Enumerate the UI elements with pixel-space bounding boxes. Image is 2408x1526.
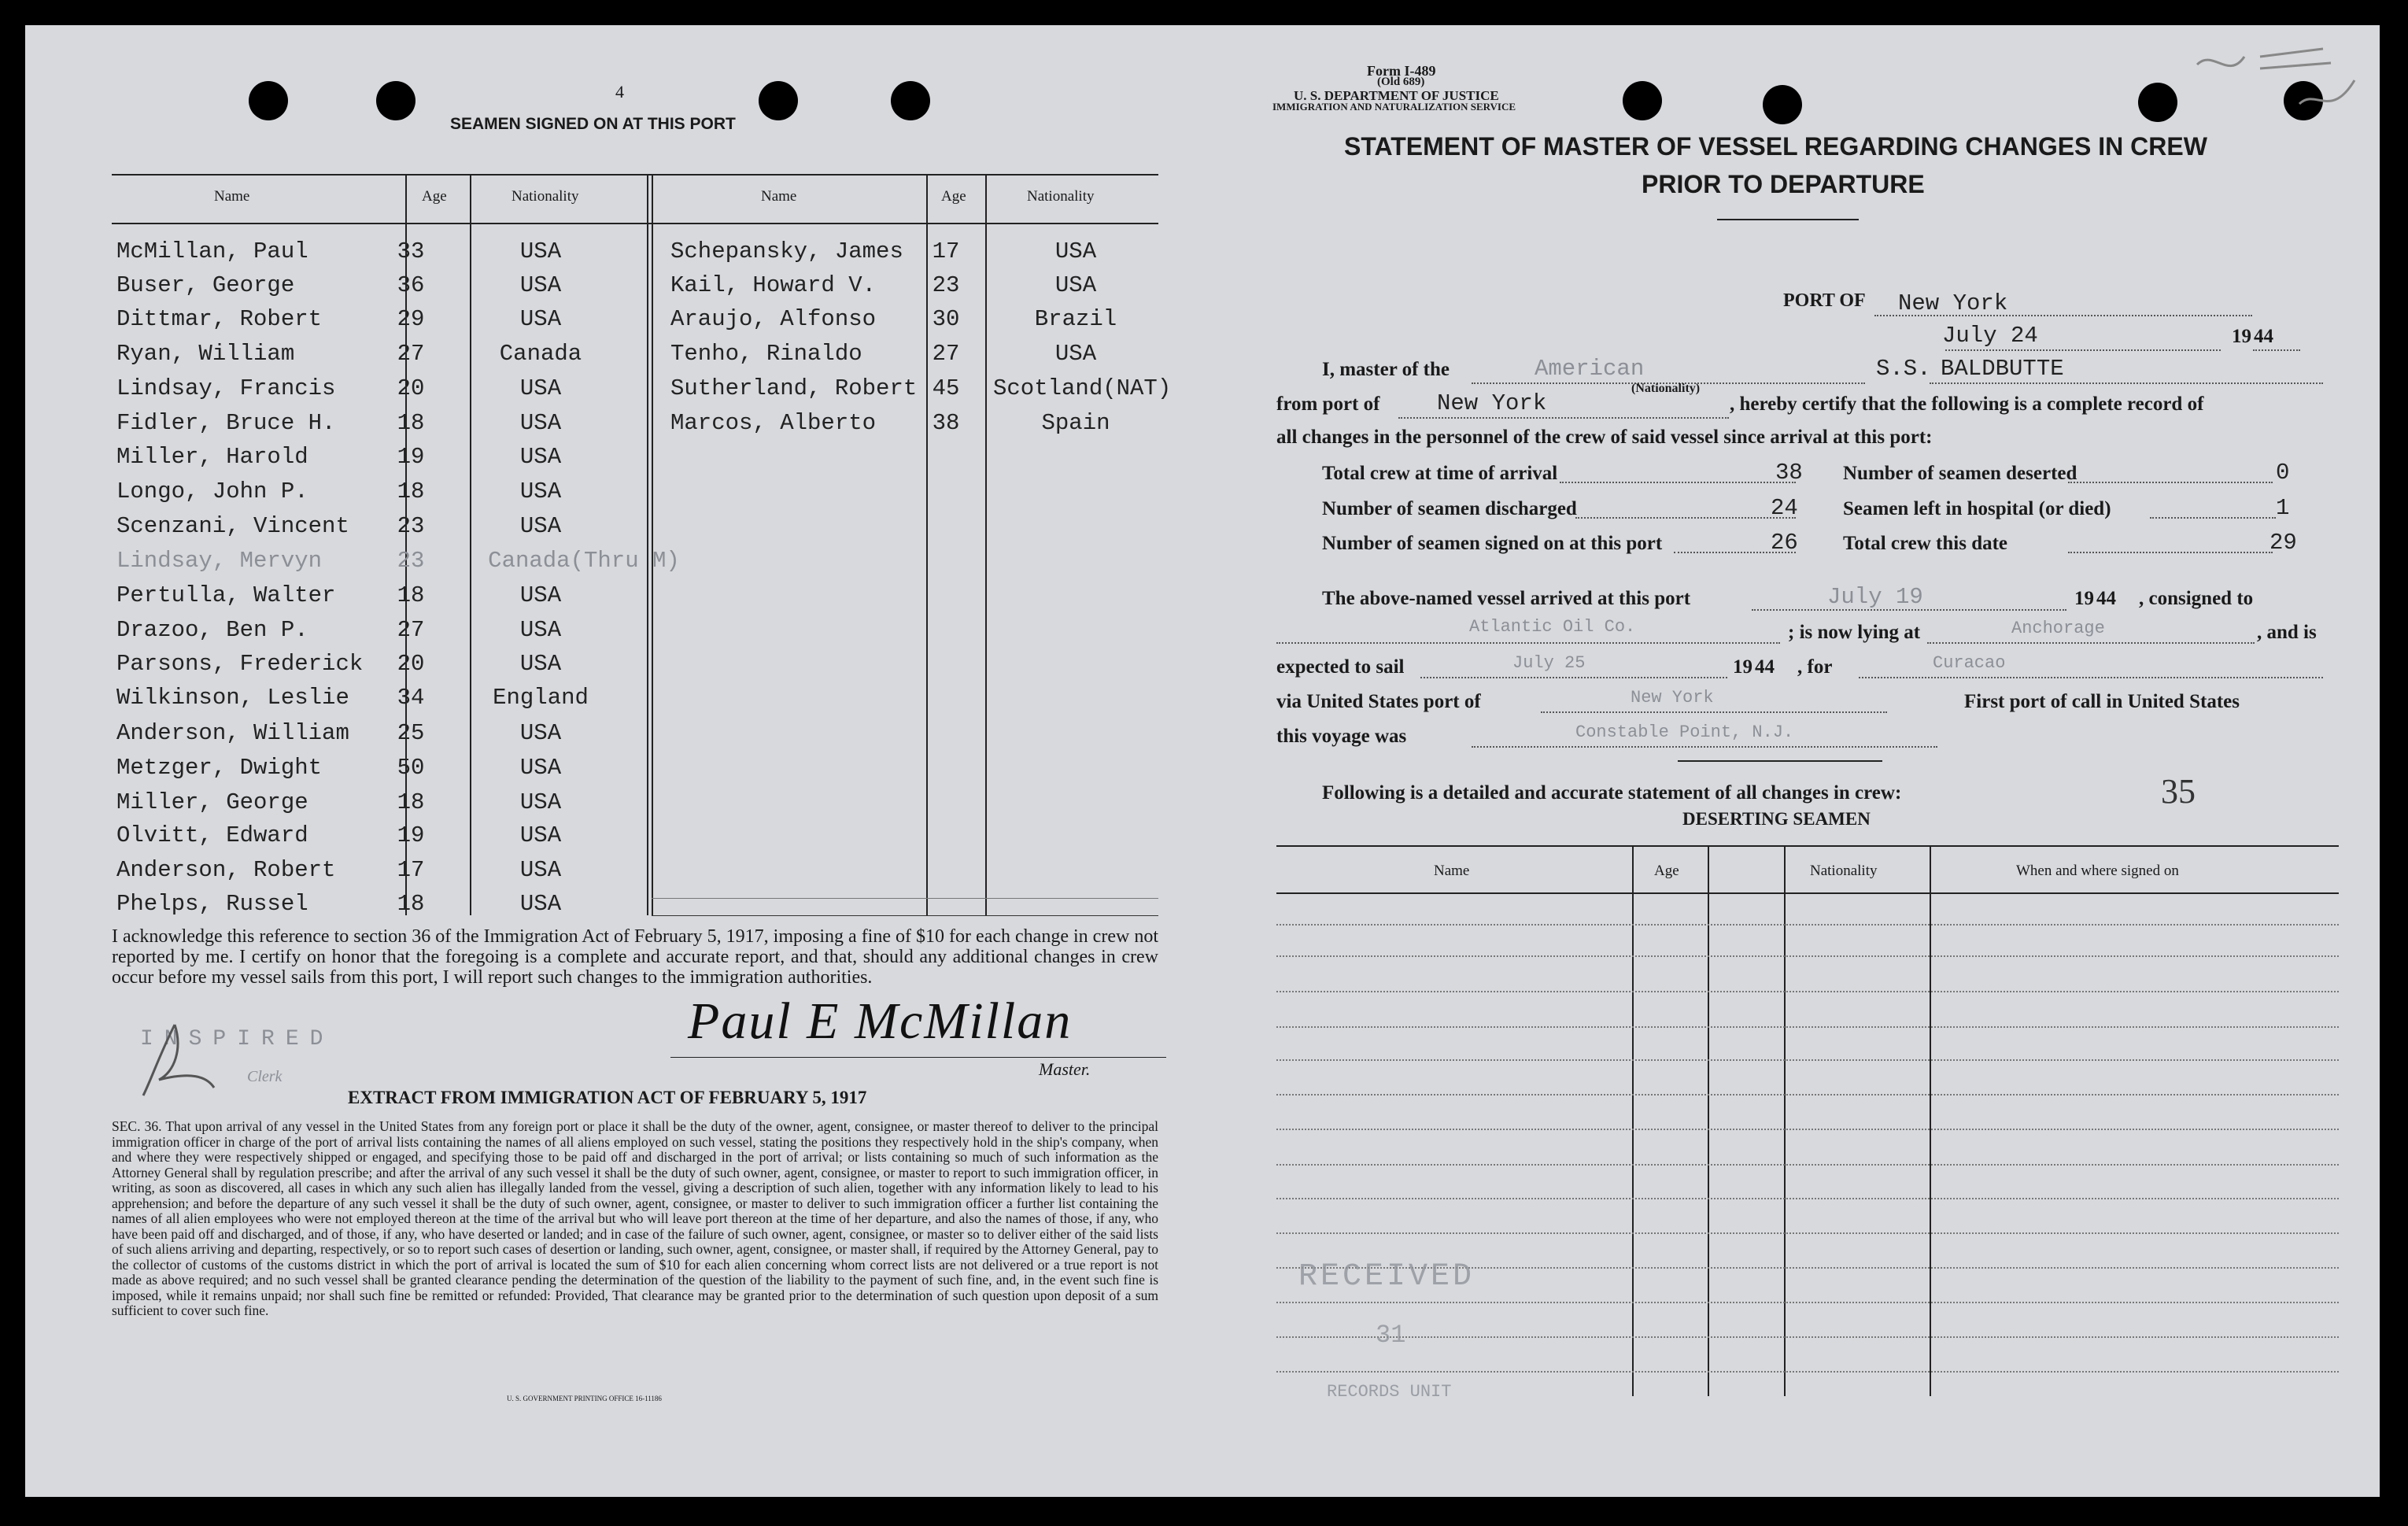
initials-mark: [127, 1017, 222, 1103]
certify-text-2: all changes in the personnel of the crew of said vessel since arrival at this port:: [1276, 427, 1933, 448]
year-value: 44: [2254, 326, 2273, 347]
total-crew-date-label: Total crew this date: [1843, 533, 2008, 554]
deserting-col-signed-on: When and where signed on: [2016, 863, 2179, 879]
seaman-nationality: Canada: [499, 341, 582, 367]
deserting-row: [1276, 1129, 2339, 1130]
destination-value: Curacao: [1933, 653, 2006, 673]
master-of-label: I, master of the: [1322, 359, 1450, 380]
seaman-age: 27: [397, 341, 425, 367]
form-old-number: (Old 689): [1377, 76, 1425, 88]
table-row: [112, 272, 1158, 307]
extract-title: EXTRACT FROM IMMIGRATION ACT OF FEBRUARY 5, 1917: [348, 1088, 867, 1107]
punch-hole: [376, 81, 415, 120]
clerk-label: Clerk: [247, 1068, 283, 1085]
table-row: [112, 891, 1158, 926]
sail-year-prefix: 19: [1733, 656, 1752, 678]
seaman-nationality: USA: [519, 375, 562, 401]
seaman-age: 23: [397, 548, 425, 574]
seaman-nationality: USA: [519, 272, 562, 298]
seaman-nationality: USA: [519, 410, 562, 436]
seaman-nationality: USA: [519, 444, 562, 470]
extract-text: SEC. 36. That upon arrival of any vessel in the United States from any foreign port or place it shall be the duty of the owner, agent, consignee, or master thereof to deliver to the principal immigration officer in charge of the port of arrival lists containing the names of all aliens employed on such vessel, stating the positions they respectively hold in the ship's company, when and where they were respectively shipped or engaged, and specifying those to be paid off and discharged in the port of arrival; or lists containing so much of such information as the Attorney General shall by regulation prescribe; and after the arrival of any such vessel it shall be the duty of such owner, agent, consignee, or master to report to such immigration officer, in writing, as soon as discovered, all cases in which any such alien has illegally landed from the vessel, giving a description of such alien, together with any information likely to lead to his apprehension; and before the departure of any such vessel it shall be the duty of such owner, agent, consignee, or master to deliver to such immigration officer a further list containing the names of all alien employees who were not employed thereon at the time of the arrival but who will leave port thereon at the time of her departure, and also the names of those, if any, who have been paid off and discharged, and of those, if any, who have deserted or landed; and in case of the failure of such owner, agent, consignee, or master so to deliver either of the said lists of such aliens arriving and departing, respectively, or so to report such cases of desertion or landing, such owner, agent, consignee, or master shall, if required by the Attorney General, pay to the collector of customs of the customs district in which the port of arrival is located the sum of $10 for each alien concerning whom correct lists are not delivered or a true report is not made as above required; and no such vessel shall be granted clearance pending the determination of the question of the liability to the payment of such fine, and, in the event such fine is imposed, while it remains unpaid; nor shall such fine be remitted or refunded: Provided, That clearance may be granted prior to the determination of such question upon deposit of a sum sufficient to cover such fine.: [112, 1118, 1158, 1318]
seaman-age: 29: [397, 306, 425, 332]
seaman-age: 27: [397, 617, 425, 643]
seaman-age: 19: [397, 822, 425, 848]
department-name: U. S. DEPARTMENT OF JUSTICE: [1294, 88, 1499, 103]
inspired-stamp: INSPIRED: [140, 1027, 334, 1051]
col-header-age: Age: [422, 188, 447, 205]
seaman-name: Anderson, William: [116, 720, 349, 746]
seaman-age: 18: [397, 891, 425, 917]
consignee-value: Atlantic Oil Co.: [1469, 617, 1636, 637]
deserting-row: [1276, 924, 2339, 926]
seaman-nationality: USA: [519, 755, 562, 781]
port-label: PORT OF: [1783, 290, 1866, 311]
seaman-age: 19: [397, 444, 425, 470]
section-title: SEAMEN SIGNED ON AT THIS PORT: [450, 115, 736, 133]
table-row: [112, 755, 1158, 789]
col-header-nationality: Nationality: [512, 188, 579, 205]
deserting-row: [1276, 1059, 2339, 1061]
table-row: [112, 306, 1158, 341]
deserting-row: [1276, 1232, 2339, 1234]
and-is-label: , and is: [2257, 622, 2317, 643]
seaman-age: 34: [397, 685, 425, 711]
deserted-value: 0: [2276, 460, 2290, 486]
seaman-age: 18: [397, 410, 425, 436]
total-crew-arrival-label: Total crew at time of arrival: [1322, 463, 1558, 484]
table-row: [112, 513, 1158, 548]
via-value: New York: [1631, 688, 1714, 708]
arrived-value: July 19: [1827, 584, 1923, 610]
table-row: [112, 341, 1158, 375]
seaman-age: 20: [397, 375, 425, 401]
from-port-value: New York: [1437, 390, 1547, 416]
service-name: IMMIGRATION AND NATURALIZATION SERVICE: [1272, 101, 1516, 113]
seaman-age: 23: [397, 513, 425, 539]
handwritten-number: 35: [2161, 772, 2196, 811]
seaman-age: 36: [397, 272, 425, 298]
nationality-caption: (Nationality): [1631, 382, 1701, 395]
table-row: [112, 548, 1158, 582]
seaman-nationality: USA: [1054, 272, 1097, 298]
master-signature: Paul E McMillan: [688, 992, 1073, 1050]
lying-label: ; is now lying at: [1788, 622, 1921, 643]
sail-year-value: 44: [1755, 656, 1775, 678]
seaman-nationality: USA: [519, 891, 562, 917]
seaman-nationality: USA: [519, 513, 562, 539]
seaman-nationality: USA: [1054, 238, 1097, 264]
table-row: [112, 617, 1158, 652]
acknowledgement-text: I acknowledge this reference to section 36 of the Immigration Act of February 5, 1917, imposing a fine of $10 for each change in crew not reported by me. I certify on honor that the foregoing is a complete and accurate report, and that, should any additional changes in crew occur before my vessel sails from this port, I will report such changes to the immigration authorities.: [112, 926, 1158, 988]
master-label: Master.: [1039, 1059, 1091, 1079]
punch-hole: [891, 81, 930, 120]
seaman-name: Pertulla, Walter: [116, 582, 336, 608]
seaman-age: 20: [397, 651, 425, 677]
table-row: [112, 789, 1158, 824]
vessel-name: BALDBUTTE: [1941, 356, 2064, 382]
table-row: [112, 857, 1158, 892]
deserting-col-nationality: Nationality: [1810, 863, 1878, 879]
received-stamp: RECEIVED: [1298, 1259, 1475, 1295]
deserting-row: [1276, 1302, 2339, 1303]
deserting-title: DESERTING SEAMEN: [1682, 809, 1871, 829]
signed-on-label: Number of seamen signed on at this port: [1322, 533, 1663, 554]
total-crew-arrival: 38: [1775, 460, 1803, 486]
seaman-name: McMillan, Paul: [116, 238, 308, 264]
seaman-nationality: USA: [519, 582, 562, 608]
seaman-age: 17: [932, 238, 960, 264]
deserting-row: [1276, 1198, 2339, 1199]
seaman-name: Metzger, Dwight: [116, 755, 323, 781]
consigned-label: , consigned to: [2139, 588, 2254, 609]
discharged-label: Number of seamen discharged: [1322, 498, 1577, 519]
seaman-age: 45: [932, 375, 960, 401]
table-row: [112, 720, 1158, 755]
seaman-age: 18: [397, 582, 425, 608]
seaman-nationality: USA: [519, 857, 562, 883]
seaman-age: 23: [932, 272, 960, 298]
seaman-name: Anderson, Robert: [116, 857, 336, 883]
seaman-nationality: USA: [519, 822, 562, 848]
seaman-nationality: Brazil: [1034, 306, 1117, 332]
from-port-label: from port of: [1276, 394, 1380, 415]
seaman-age: 30: [932, 306, 960, 332]
seaman-nationality: USA: [1054, 341, 1097, 367]
table-row: [112, 238, 1158, 273]
table-row: [112, 375, 1172, 410]
port-value: New York: [1898, 290, 2008, 316]
via-label: via United States port of: [1276, 691, 1481, 712]
deserting-seamen-table: [1276, 845, 2339, 1396]
arrived-year-value: 44: [2096, 588, 2116, 609]
hospital-label: Seamen left in hospital (or died): [1843, 498, 2111, 519]
first-port-label: First port of call in United States: [1964, 691, 2240, 712]
ss-label: S.S.: [1876, 356, 1931, 382]
seaman-name: Buser, George: [116, 272, 295, 298]
seaman-nationality: USA: [519, 478, 562, 504]
seaman-nationality: USA: [519, 651, 562, 677]
seaman-nationality: England: [493, 685, 589, 711]
table-row: [112, 478, 1158, 513]
seaman-name: Tenho, Rinaldo: [670, 341, 862, 367]
pencil-marks: [2181, 33, 2370, 151]
voyage-value: Constable Point, N.J.: [1575, 722, 1794, 742]
signed-on-value: 26: [1771, 530, 1798, 556]
records-unit-stamp: RECORDS UNIT: [1327, 1382, 1452, 1402]
seaman-name: Araujo, Alfonso: [670, 306, 877, 332]
seaman-name: Olvitt, Edward: [116, 822, 308, 848]
seaman-age: 38: [932, 410, 960, 436]
seaman-nationality: USA: [519, 720, 562, 746]
col-header-nationality-2: Nationality: [1027, 188, 1095, 205]
received-stamp-date: 31: [1376, 1321, 1406, 1350]
deserting-col-age: Age: [1654, 863, 1679, 879]
deserting-row: [1276, 1094, 2339, 1096]
seaman-age: 18: [397, 478, 425, 504]
year-prefix: 19: [2232, 326, 2251, 347]
table-row: [112, 685, 1158, 719]
form-page: [25, 25, 2380, 1497]
seaman-name: Wilkinson, Leslie: [116, 685, 349, 711]
deserting-row: [1276, 1336, 2339, 1338]
seaman-nationality: USA: [519, 789, 562, 815]
seaman-name: Dittmar, Robert: [116, 306, 323, 332]
punch-hole: [2138, 83, 2177, 122]
date-value: July 24: [1942, 323, 2038, 349]
seaman-age: 17: [397, 857, 425, 883]
page-number: 4: [615, 82, 624, 102]
statement-title-line2: PRIOR TO DEPARTURE: [1642, 170, 1925, 198]
seaman-nationality: Canada(Thru M): [488, 548, 680, 574]
seaman-nationality: Spain: [1041, 410, 1110, 436]
seaman-name: Parsons, Frederick: [116, 651, 364, 677]
deserting-col-name: Name: [1434, 863, 1470, 879]
discharged-value: 24: [1771, 495, 1798, 521]
seaman-age: 25: [397, 720, 425, 746]
statement-title-line1: STATEMENT OF MASTER OF VESSEL REGARDING CHANGES IN CREW: [1344, 132, 2207, 161]
seaman-name: Miller, George: [116, 789, 308, 815]
col-header-name-2: Name: [761, 188, 797, 205]
form-number: Form I-489: [1367, 63, 1436, 79]
deserting-row: [1276, 991, 2339, 992]
hospital-value: 1: [2276, 495, 2290, 521]
deserting-row: [1276, 1164, 2339, 1166]
punch-hole: [1763, 85, 1802, 124]
seaman-name: Longo, John P.: [116, 478, 308, 504]
total-crew-date-value: 29: [2270, 530, 2297, 556]
nationality-value: American: [1535, 356, 1645, 382]
punch-hole: [1623, 81, 1662, 120]
table-row: [112, 651, 1158, 685]
deserting-row: [1276, 1371, 2339, 1373]
seaman-name: Miller, Harold: [116, 444, 308, 470]
deserting-row: [1276, 1026, 2339, 1028]
lying-value: Anchorage: [2011, 619, 2105, 638]
seaman-name: Phelps, Russel: [116, 891, 308, 917]
seaman-name: Scenzani, Vincent: [116, 513, 349, 539]
seaman-age: 50: [397, 755, 425, 781]
arrived-year-prefix: 19: [2074, 588, 2094, 609]
seaman-name: Sutherland, Robert: [670, 375, 918, 401]
sail-date-value: July 25: [1512, 653, 1586, 673]
voyage-label: this voyage was: [1276, 726, 1407, 747]
table-row: [112, 582, 1158, 617]
seaman-name: Schepansky, James: [670, 238, 903, 264]
for-label: , for: [1797, 656, 1833, 678]
seaman-name: Kail, Howard V.: [670, 272, 877, 298]
seaman-nationality: USA: [519, 238, 562, 264]
seaman-name: Lindsay, Mervyn: [116, 548, 323, 574]
punch-hole: [249, 81, 288, 120]
table-row: [112, 444, 1158, 478]
printer-note: U. S. GOVERNMENT PRINTING OFFICE 16-11186: [507, 1395, 662, 1402]
seaman-age: 27: [932, 341, 960, 367]
seaman-nationality: Scotland(NAT): [993, 375, 1172, 401]
col-header-name: Name: [214, 188, 250, 205]
seamen-signed-on-table: [112, 153, 1172, 930]
table-row: [112, 822, 1158, 857]
seaman-name: Ryan, William: [116, 341, 295, 367]
table-row: [112, 410, 1158, 445]
seaman-age: 18: [397, 789, 425, 815]
seaman-name: Lindsay, Francis: [116, 375, 336, 401]
seaman-nationality: USA: [519, 617, 562, 643]
col-header-age-2: Age: [941, 188, 966, 205]
seaman-name: Marcos, Alberto: [670, 410, 877, 436]
following-label: Following is a detailed and accurate statement of all changes in crew:: [1322, 782, 1902, 804]
punch-hole: [759, 81, 798, 120]
deserting-row: [1276, 955, 2339, 957]
certify-text: , hereby certify that the following is a complete record of: [1730, 394, 2204, 415]
seaman-nationality: USA: [519, 306, 562, 332]
seaman-name: Drazoo, Ben P.: [116, 617, 308, 643]
expected-label: expected to sail: [1276, 656, 1405, 678]
deserted-label: Number of seamen deserted: [1843, 463, 2077, 484]
arrived-label: The above-named vessel arrived at this port: [1322, 588, 1691, 609]
seaman-name: Fidler, Bruce H.: [116, 410, 336, 436]
seaman-age: 33: [397, 238, 425, 264]
